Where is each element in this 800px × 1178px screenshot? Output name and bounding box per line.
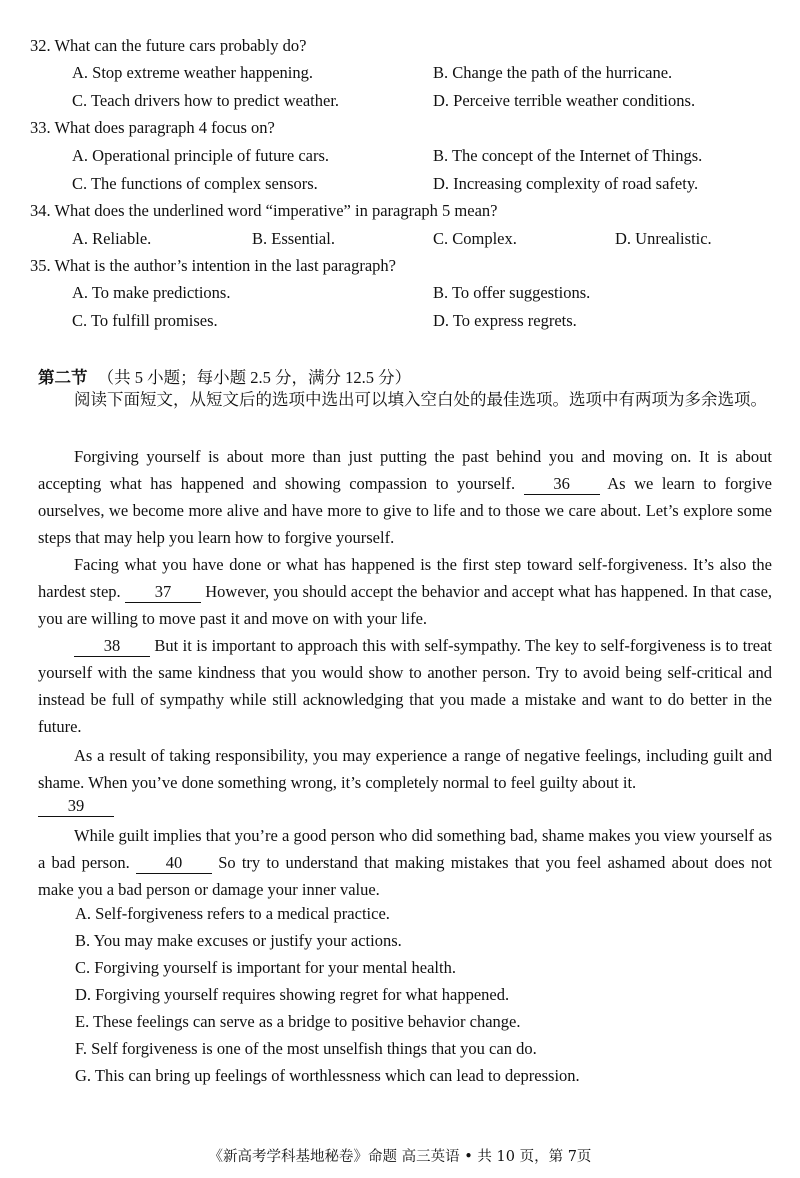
passage-p1-text-b: As we learn to forgive ourselves, we become more alive and have more to give to life and to those we care about. Let’s explore some steps that may help you learn how to forgive yourself. <box>38 474 772 547</box>
passage-p1-text-a: Forgiving yourself is about more than just putting the past behind you and moving on. It is about accepting what has happened and showing compassion to yourself. <box>38 447 772 493</box>
passage-paragraph-2 <box>38 551 772 632</box>
passage-p3-text: But it is important to approach this with self-sympathy. The key to self-forgiveness is to treat yourself with the same kindness that you would show to another person. Try to avoid being self-critical and instead be full of sympathy while still acknowledging that you made a mistake and want to do better in the future. <box>38 636 773 736</box>
blank-36[interactable]: 36 <box>524 474 600 495</box>
question-34-option-a: A. Reliable. <box>72 229 152 248</box>
section-2-instruction: 阅读下面短文，从短文后的选项中选出可以填入空白处的最佳选项。选项中有两项为多余选项。 <box>74 390 767 409</box>
question-35-stem: 35. What is the author’s intention in the last paragraph? <box>30 256 396 275</box>
section-2-scoring: （共 5 小题；每小题 2.5 分，满分 12.5 分） <box>97 368 412 387</box>
blank-37[interactable]: 37 <box>125 582 201 603</box>
question-35-option-c: C. To fulfill promises. <box>72 311 218 330</box>
question-35-option-b: B. To offer suggestions. <box>433 283 591 302</box>
passage-p5-text-a: While guilt implies that you’re a good person who did something bad, shame makes you view yourself as a bad person. <box>38 826 772 872</box>
blank-38[interactable]: 38 <box>74 636 150 657</box>
blank-39-line <box>38 796 114 817</box>
question-33-option-c: C. The functions of complex sensors. <box>72 174 318 193</box>
question-34-stem: 34. What does the underlined word “imperative” in paragraph 5 mean? <box>30 201 498 220</box>
passage-p2-text-a: Facing what you have done or what has happened is the first step toward self-forgiveness. It’s also the hardest step. <box>38 555 772 601</box>
question-33-option-b: B. The concept of the Internet of Things. <box>433 146 703 165</box>
passage-paragraph-1 <box>38 443 772 551</box>
passage-paragraph-5 <box>38 822 772 903</box>
choice-a: A. Self-forgiveness refers to a medical practice. <box>75 904 390 923</box>
choice-f: F. Self forgiveness is one of the most unselfish things that you can do. <box>75 1039 537 1058</box>
passage-p5-text-b: So try to understand that making mistakes that you feel ashamed about does not make you a bad person or damage your inner value. <box>38 853 773 899</box>
question-32-option-a: A. Stop extreme weather happening. <box>72 63 314 82</box>
question-34-option-d: D. Unrealistic. <box>615 229 712 248</box>
question-32-option-c: C. Teach drivers how to predict weather. <box>72 91 340 110</box>
blank-39[interactable]: 39 <box>38 796 114 817</box>
question-33-option-a: A. Operational principle of future cars. <box>72 146 330 165</box>
question-33-option-d: D. Increasing complexity of road safety. <box>433 174 699 193</box>
passage-p2-text-b: However, you should accept the behavior and accept what has happened. In that case, you are willing to move past it and move on with your life. <box>38 582 773 628</box>
question-35-option-d: D. To express regrets. <box>433 311 577 330</box>
section-2-title: 第二节 <box>38 368 88 387</box>
blank-40[interactable]: 40 <box>136 853 212 874</box>
choice-e: E. These feelings can serve as a bridge to positive behavior change. <box>75 1012 521 1031</box>
section-2-heading <box>38 364 411 388</box>
question-34-option-c: C. Complex. <box>433 229 517 248</box>
passage-paragraph-4: As a result of taking responsibility, you may experience a range of negative feelings, including guilt and shame. When you’ve done something wrong, it’s completely normal to feel guilty about it. <box>38 746 772 792</box>
choice-g: G. This can bring up feelings of worthlessness which can lead to depression. <box>75 1066 580 1085</box>
question-32-stem: 32. What can the future cars probably do? <box>30 36 307 55</box>
choice-b: B. You may make excuses or justify your actions. <box>75 931 402 950</box>
page-footer: 《新高考学科基地秘卷》命题 高三英语 • 共 10 页，第 7页 <box>208 1149 592 1165</box>
question-34-option-b: B. Essential. <box>252 229 335 248</box>
passage-paragraph-3 <box>38 632 772 740</box>
question-32-option-b: B. Change the path of the hurricane. <box>433 63 673 82</box>
question-33-stem: 33. What does paragraph 4 focus on? <box>30 118 275 137</box>
question-35-option-a: A. To make predictions. <box>72 283 231 302</box>
question-32-option-d: D. Perceive terrible weather conditions. <box>433 91 696 110</box>
choice-d: D. Forgiving yourself requires showing regret for what happened. <box>75 985 510 1004</box>
choice-c: C. Forgiving yourself is important for your mental health. <box>75 958 456 977</box>
